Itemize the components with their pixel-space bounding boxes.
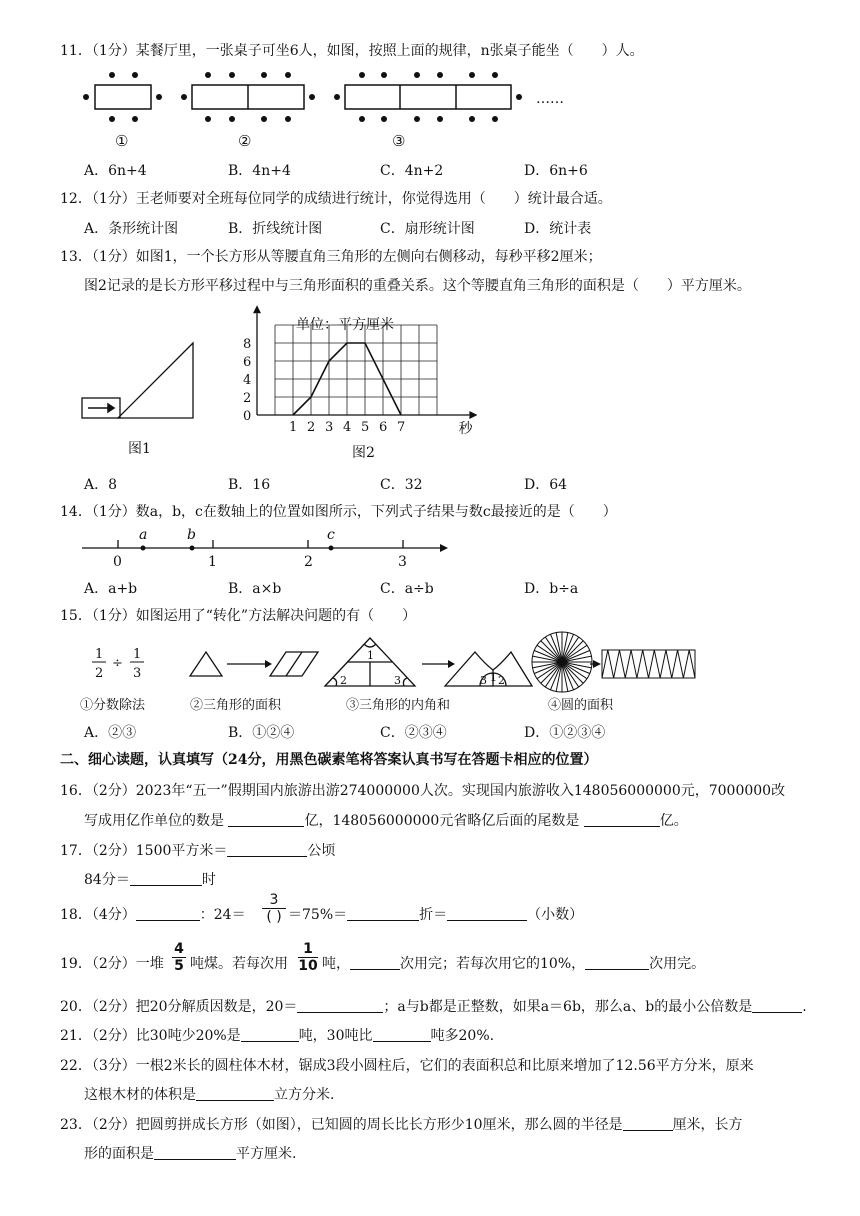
- q23-number: 23．: [60, 1117, 92, 1133]
- q18-fraction-denominator[interactable]: ( ): [266, 909, 282, 925]
- q14-option-d[interactable]: D．b÷a: [524, 581, 579, 597]
- q15-frac-d1: 2: [95, 666, 104, 681]
- q17-stem-line2: [84, 871, 216, 889]
- y-tick-label: 0: [243, 409, 252, 424]
- q19-stem-a: [60, 955, 164, 973]
- q22-text2b: 立方分米.: [274, 1087, 335, 1103]
- q21-answer-blank-1[interactable]: [241, 1027, 299, 1042]
- q13-fig1-label: 图1: [128, 441, 151, 457]
- q14-text: 数a，b，c在数轴上的位置如图所示，下列式子结果与数c最接近的是（ ）: [135, 504, 617, 520]
- q11-score: （1分）: [91, 43, 136, 59]
- q14-tick-3: 3: [398, 554, 407, 570]
- q12-option-b[interactable]: B．折线统计图: [228, 221, 323, 237]
- q16-number: 16．: [60, 783, 92, 799]
- q22-score: （3分）: [91, 1058, 136, 1074]
- q17-text2a: 84分＝: [84, 872, 130, 888]
- q15-angle-3b: 3: [480, 674, 487, 687]
- q23-score: （2分）: [91, 1117, 136, 1133]
- x-tick-label: 2: [307, 420, 316, 435]
- q17-text2b: 时: [201, 872, 216, 888]
- q14-point-c: [329, 546, 334, 551]
- q18-fraction-numerator: 3: [269, 892, 279, 908]
- q15-score: （1分）: [91, 608, 136, 624]
- q14-point-a: [141, 546, 146, 551]
- x-tick-label: 7: [397, 420, 406, 435]
- q11-option-c[interactable]: C．4n+2: [380, 163, 444, 179]
- q14-point-b: [190, 546, 195, 551]
- q12-option-d[interactable]: D．统计表: [524, 221, 592, 237]
- y-tick-label: 6: [243, 355, 252, 370]
- q15-angle-1: 1: [367, 649, 374, 662]
- q18-score: （4分）: [91, 907, 136, 923]
- q23-answer-blank-2[interactable]: [154, 1145, 236, 1160]
- q13-option-a[interactable]: A．8: [84, 477, 118, 493]
- q15-zigzag-line: [602, 650, 695, 678]
- q19-answer-blank-1[interactable]: [350, 955, 400, 970]
- q13-stem-line2: 图2记录的是长方形平移过程中与三角形面积的重叠关系。这个等腰直角三角形的面积是（ ）平方厘米。: [84, 278, 751, 294]
- q19-fraction-1-num: 4: [174, 941, 184, 957]
- q15-caption-1: ①分数除法: [80, 698, 146, 713]
- q11-fig-label-3: ③: [392, 132, 406, 150]
- q22-stem-line2: [84, 1086, 334, 1104]
- q11-table-figure: [80, 68, 600, 153]
- q21-number: 21．: [60, 1028, 92, 1044]
- arrow-right-icon: [88, 404, 114, 412]
- section-2-heading: 二、细心读题，认真填写（24分，用黑色碳素笔将答案认真书写在答题卡相应的位置）: [60, 752, 598, 768]
- q23-stem-line1: [60, 1116, 743, 1134]
- q15-option-b[interactable]: B．①②④: [228, 725, 295, 741]
- q18-answer-blank-2[interactable]: [347, 906, 419, 921]
- q11-table-1: [95, 85, 151, 109]
- q13-option-b[interactable]: B．16: [228, 477, 271, 493]
- q15-frac-n1: 1: [95, 647, 104, 662]
- x-tick-label: 4: [343, 420, 352, 435]
- q11-number: 11．: [60, 43, 92, 59]
- q13-fig2-label: 图2: [352, 445, 375, 461]
- q11-fig-label-2: ②: [238, 132, 252, 150]
- q14-option-b[interactable]: B．a×b: [228, 581, 282, 597]
- x-tick-label: 5: [361, 420, 370, 435]
- q19-text1: 一堆: [135, 956, 164, 972]
- q13-figure1: [78, 338, 198, 422]
- q15-caption-2: ②三角形的面积: [190, 698, 282, 713]
- q21-text2: 吨，30吨比: [298, 1028, 373, 1044]
- q13-chart-unit: 单位：平方厘米: [296, 317, 394, 333]
- q19-fraction-2-den: 10: [298, 958, 318, 974]
- q17-stem-line1: [60, 842, 335, 860]
- q16-answer-blank-2[interactable]: [584, 812, 660, 827]
- q18-answer-blank-3[interactable]: [447, 906, 527, 921]
- q19-fraction-2-num: 1: [303, 941, 313, 957]
- q20-score: （2分）: [91, 999, 136, 1015]
- q22-text1: 一根2米长的圆柱体木材，锯成3段小圆柱后，它们的表面积总和比原来增加了12.56平方分米，原来: [135, 1058, 754, 1074]
- q11-option-b[interactable]: B．4n+4: [228, 163, 291, 179]
- q15-sector-circle: [532, 632, 592, 692]
- q16-text1: 2023年“五一”假期国内旅游出游274000000人次。实现国内旅游收入148056000000元，7000000改: [135, 783, 786, 799]
- y-tick-label: 8: [243, 337, 252, 352]
- q21-text3: 吨多20%.: [430, 1028, 495, 1044]
- q15-option-a[interactable]: A．②③: [84, 725, 137, 741]
- q16-stem-line2: [84, 812, 688, 830]
- q15-rearranged-angles: [445, 652, 532, 686]
- q18-stem-rest: [288, 906, 583, 924]
- q18-number: 18．: [60, 907, 92, 923]
- q19-stem-b: 吨煤。若每次用: [190, 956, 288, 972]
- q12-text: 王老师要对全班每位同学的成绩进行统计，你觉得选用（ ）统计最合适。: [135, 191, 612, 207]
- q17-answer-blank-1[interactable]: [227, 842, 307, 857]
- q23-text2a: 形的面积是: [84, 1146, 154, 1162]
- q19-fraction-2: [298, 942, 318, 974]
- q18-text4: （小数）: [527, 907, 584, 923]
- q15-stem: [60, 607, 416, 625]
- q12-option-a[interactable]: A．条形统计图: [84, 221, 179, 237]
- q12-number: 12．: [60, 191, 92, 207]
- q14-tick-2: 2: [304, 554, 313, 570]
- x-tick-label: 6: [379, 420, 388, 435]
- q15-frac-op: ÷: [112, 656, 123, 671]
- q14-option-a[interactable]: A．a+b: [84, 581, 138, 597]
- q12-stem: [60, 190, 612, 208]
- q20-stem: [60, 998, 807, 1016]
- q11-option-a[interactable]: A．6n+4: [84, 163, 147, 179]
- q17-score: （2分）: [91, 843, 136, 859]
- q15-angle-2b: 2: [498, 674, 505, 687]
- q14-label-c: c: [327, 527, 335, 543]
- q21-score: （2分）: [91, 1028, 136, 1044]
- q17-text1b: 公顷: [307, 843, 336, 859]
- q13-text1: 如图1，一个长方形从等腰直角三角形的左侧向右侧移动，每秒平移2厘米；: [135, 249, 602, 265]
- q19-answer-blank-2[interactable]: [585, 955, 649, 970]
- q14-tick-0: 0: [113, 554, 122, 570]
- q18-stem: [60, 906, 246, 924]
- q14-number: 14．: [60, 504, 92, 520]
- q13-number: 13．: [60, 249, 92, 265]
- q15-option-d[interactable]: D．①②③④: [524, 725, 606, 741]
- q19-text3: 吨，: [322, 956, 350, 972]
- q13-option-d[interactable]: D．64: [524, 477, 568, 493]
- q22-text2a: 这根木材的体积是: [84, 1087, 196, 1103]
- q15-small-triangle: [190, 652, 222, 676]
- q15-option-c[interactable]: C．②③④: [380, 725, 447, 741]
- q20-text1: 把20分解质因数是，20＝: [135, 999, 298, 1015]
- arrow-right-icon: [448, 660, 455, 668]
- q16-answer-blank-1[interactable]: [228, 812, 304, 827]
- q22-stem-line1: [60, 1057, 754, 1075]
- q16-text2a: 写成用亿作单位的数是: [84, 813, 224, 829]
- q13-stem-line1: [60, 248, 602, 266]
- q15-zigzag-outline: [602, 650, 695, 678]
- q16-score: （2分）: [91, 783, 136, 799]
- q11-stem: [60, 42, 644, 60]
- q20-answer-blank-2[interactable]: [752, 998, 802, 1013]
- y-axis-arrow-icon: [253, 305, 261, 313]
- q16-stem-line1: [60, 782, 785, 800]
- x-tick-label: 3: [325, 420, 334, 435]
- q18-fraction: [262, 893, 286, 925]
- x-axis-arrow-icon: [469, 411, 477, 419]
- q18-answer-blank-1[interactable]: [136, 906, 200, 921]
- x-axis-unit: 秒: [458, 421, 473, 437]
- q20-text3: .: [802, 999, 807, 1015]
- q15-text: 如图运用了“转化”方法解决问题的有（ ）: [135, 608, 417, 624]
- q19-stem-c: [322, 955, 705, 973]
- q18-text2: ＝75%＝: [288, 907, 348, 923]
- q14-label-a: a: [139, 527, 148, 543]
- q15-angle-1b: 1: [490, 671, 497, 684]
- q13-triangle: [118, 343, 193, 418]
- q23-text1a: 把圆剪拼成长方形（如图），已知圆的周长比长方形少10厘米，那么圆的半径是: [135, 1117, 623, 1133]
- q15-number: 15．: [60, 608, 92, 624]
- q19-number: 19．: [60, 956, 92, 972]
- x-tick-label: 1: [289, 420, 298, 435]
- q12-option-c[interactable]: C．扇形统计图: [380, 221, 475, 237]
- q19-text4: 次用完；若每次用它的10%，: [400, 956, 586, 972]
- q15-frac-d2: 3: [133, 666, 142, 681]
- q21-answer-blank-2[interactable]: [373, 1027, 431, 1042]
- q23-text1b: 厘米，长方: [672, 1117, 743, 1133]
- q15-frac-n2: 1: [133, 647, 142, 662]
- q11-fig-label-1: ①: [115, 132, 129, 150]
- y-tick-label: 2: [243, 391, 252, 406]
- arrow-right-icon: [440, 544, 448, 552]
- q19-fraction-1: [172, 942, 186, 974]
- q11-table-3: [345, 85, 511, 109]
- q20-text2: ；a与b都是正整数，如果a＝6b，那么a、b的最小公倍数是: [383, 999, 753, 1015]
- q16-text2c: 亿。: [659, 813, 688, 829]
- q17-number: 17．: [60, 843, 92, 859]
- arrow-right-icon: [265, 660, 272, 668]
- q23-answer-blank-1[interactable]: [623, 1116, 673, 1131]
- q21-text1: 比30吨少20%是: [135, 1028, 241, 1044]
- q20-number: 20．: [60, 999, 92, 1015]
- q15-angle-3: 3: [394, 674, 401, 687]
- q19-fraction-1-den: 5: [174, 958, 184, 974]
- q15-caption-3: ③三角形的内角和: [346, 698, 451, 713]
- q14-label-b: b: [187, 527, 196, 543]
- q17-text1a: 1500平方米＝: [135, 843, 228, 859]
- q22-number: 22．: [60, 1058, 92, 1074]
- q15-figures: [80, 628, 700, 698]
- q14-option-c[interactable]: C．a÷b: [380, 581, 434, 597]
- q11-ellipsis: ……: [536, 91, 564, 107]
- arrow-right-icon: [593, 660, 601, 668]
- q18-text3: 折＝: [419, 907, 448, 923]
- q16-text2b: 亿，148056000000元省略亿后面的尾数是: [304, 813, 580, 829]
- q17-answer-blank-2[interactable]: [130, 871, 202, 886]
- q13-option-c[interactable]: C．32: [380, 477, 423, 493]
- q22-answer-blank[interactable]: [196, 1086, 274, 1101]
- q15-angle-2: 2: [340, 674, 347, 687]
- q23-text2b: 平方厘米.: [236, 1146, 297, 1162]
- q13-score: （1分）: [91, 249, 136, 265]
- q11-text: 某餐厅里，一张桌子可坐6人，如图，按照上面的规律，n张桌子能坐（ ）人。: [135, 43, 644, 59]
- q18-text1: ：24＝: [199, 907, 246, 923]
- q21-stem: [60, 1027, 494, 1045]
- q19-text5: 次用完。: [649, 956, 706, 972]
- q14-score: （1分）: [91, 504, 136, 520]
- q15-caption-4: ④圆的面积: [548, 698, 614, 713]
- q15-fraction-expression: [92, 647, 144, 681]
- q14-tick-1: 1: [208, 554, 217, 570]
- q12-score: （1分）: [91, 191, 136, 207]
- q11-option-d[interactable]: D．6n+6: [524, 163, 588, 179]
- q14-number-line: [80, 527, 455, 572]
- q20-answer-blank-1[interactable]: [297, 998, 383, 1013]
- q19-score: （2分）: [91, 956, 136, 972]
- q14-stem: [60, 503, 617, 521]
- y-tick-label: 4: [243, 373, 252, 388]
- q23-stem-line2: [84, 1145, 296, 1163]
- q15-zigzag-rectangle: [602, 650, 695, 678]
